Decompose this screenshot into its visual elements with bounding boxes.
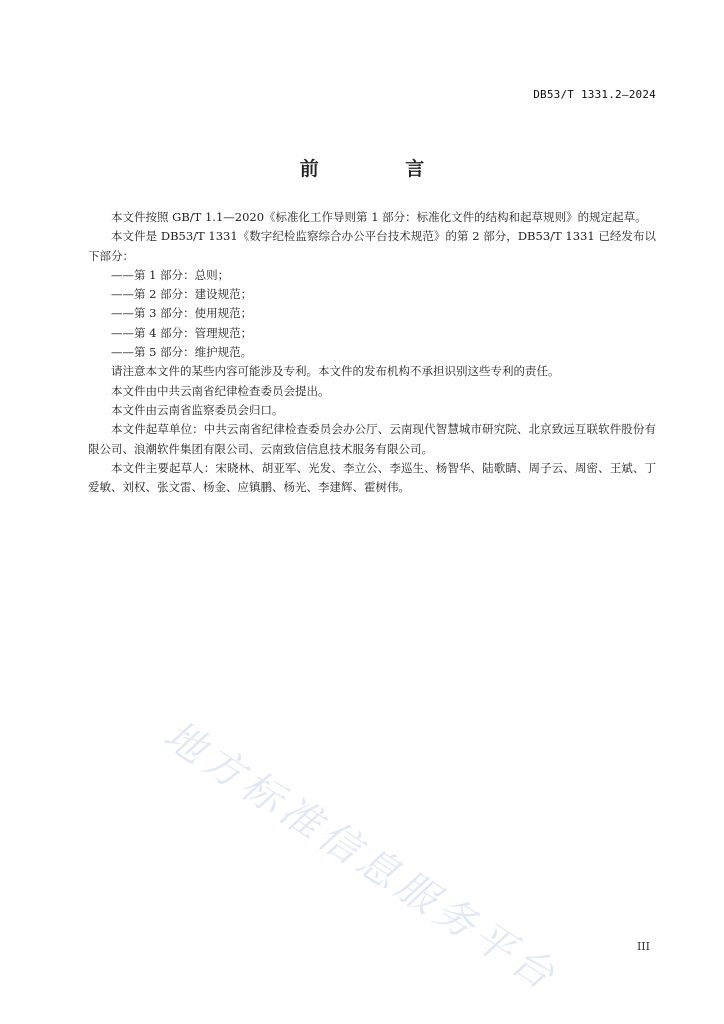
page-number: III <box>636 940 650 953</box>
list-item-part-1: ——第 1 部分：总则； <box>111 267 230 282</box>
paragraph-drafters: 本文件主要起草人：宋晓林、胡亚军、光发、李立公、李巡生、杨智华、陆歌睛、周子云、周密、王斌、丁爱敏、刘权、张文雷、杨金、应镇鹏、杨光、李建辉、霍树伟。 <box>88 460 656 495</box>
list-item-part-3: ——第 3 部分：使用规范； <box>111 306 253 321</box>
paragraph-drafting-units: 本文件起草单位：中共云南省纪律检查委员会办公厅、云南现代智慧城市研究院、北京致远互联软件股份有限公司、浪潮软件集团有限公司、云南致信信息技术服务有限公司。 <box>88 422 656 456</box>
paragraph-drafting-rule: 本文件按照 GB/T 1.1—2020《标准化工作导则第 1 部分：标准化文件的结构和起草规则》的规定起草。 <box>111 210 647 224</box>
document-body <box>88 208 656 497</box>
watermark: 地方标准信息服务平台 <box>155 712 567 1002</box>
document-code: DB53/T 1331.2—2024 <box>533 88 656 101</box>
paragraph-patent-note: 请注意本文件的某些内容可能涉及专利。本文件的发布机构不承担识别这些专利的责任。 <box>111 364 560 379</box>
list-item-part-5: ——第 5 部分：维护规范。 <box>111 345 253 360</box>
paragraph-series-intro: 本文件是 DB53/T 1331《数字纪检监察综合办公平台技术规范》的第 2 部分，DB53/T 1331 已经发布以下部分： <box>88 229 656 263</box>
paragraph-centralizer: 本文件由云南省监察委员会归口。 <box>111 402 284 417</box>
list-item-part-2: ——第 2 部分：建设规范； <box>111 287 253 302</box>
paragraph-proposer: 本文件由中共云南省纪律检查委员会提出。 <box>111 383 330 398</box>
page-title: 前 言 <box>299 158 465 180</box>
list-item-part-4: ——第 4 部分：管理规范； <box>111 325 253 340</box>
